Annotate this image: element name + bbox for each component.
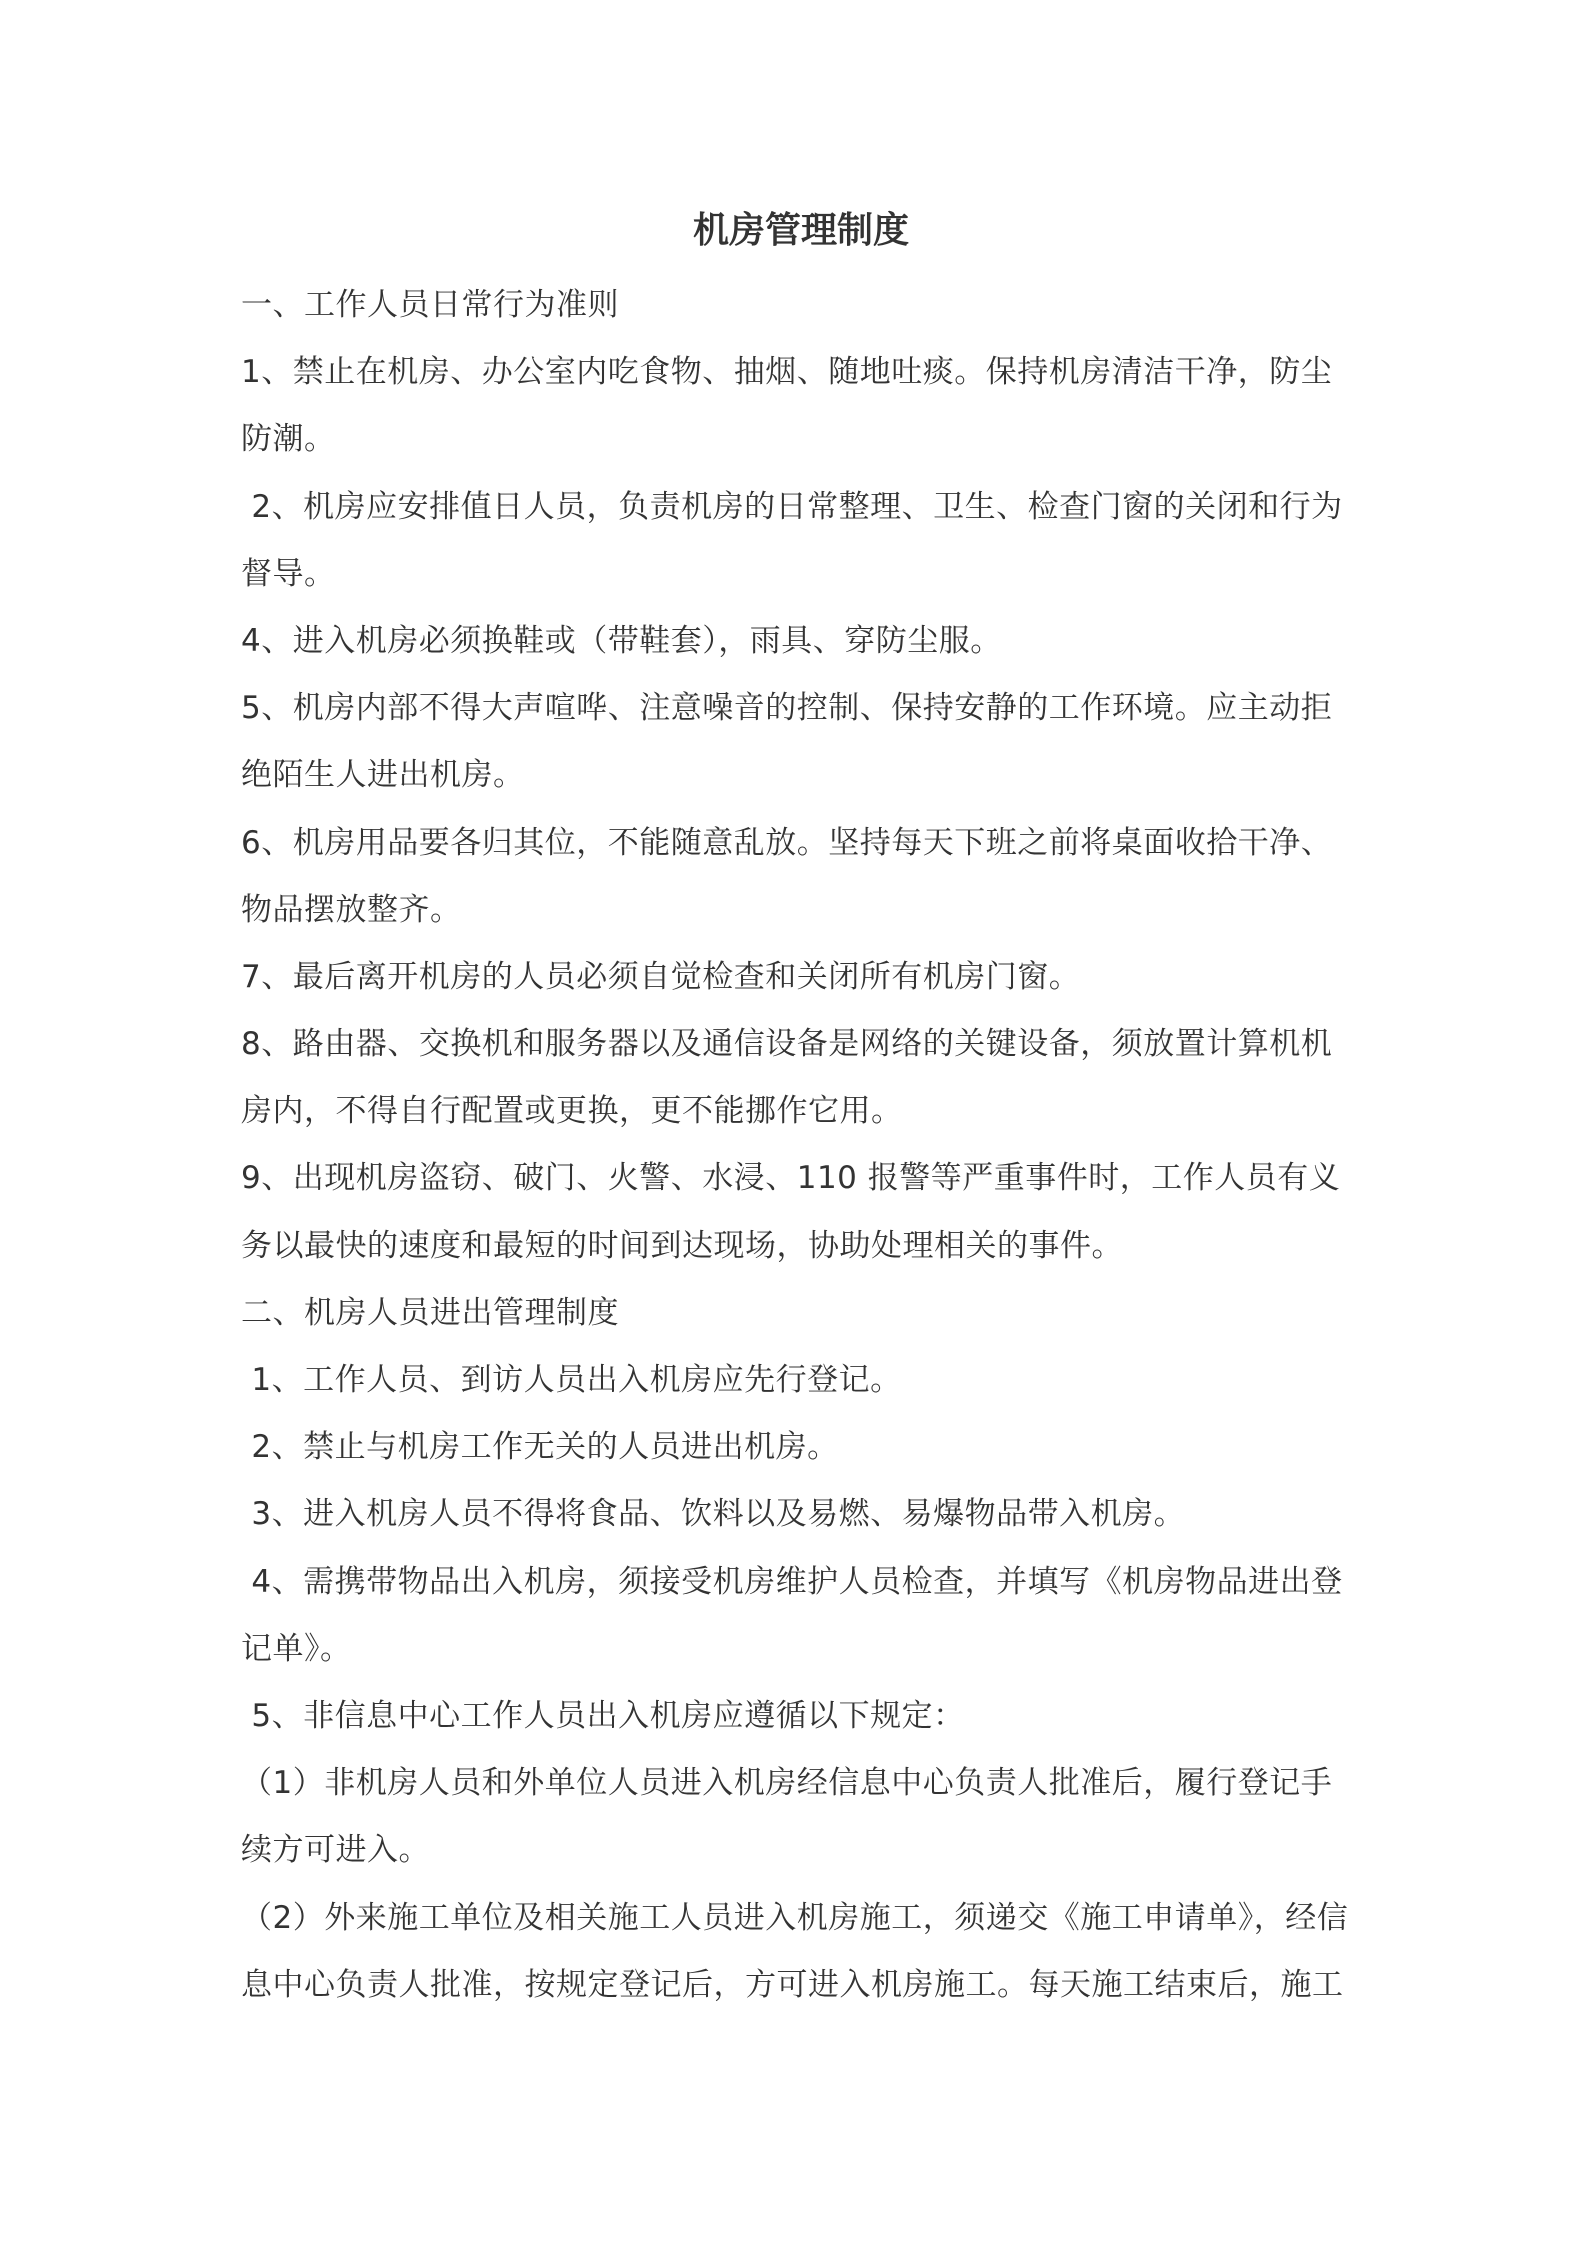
text-line: 3、进入机房人员不得将食品、饮料以及易燃、易爆物品带入机房。 — [241, 1496, 1186, 1533]
text-line: 一、工作人员日常行为准则 — [241, 287, 619, 323]
text-line: 1、工作人员、到访人员出入机房应先行登记。 — [241, 1362, 902, 1398]
text-line: 8、路由器、交换机和服务器以及通信设备是网络的关键设备，须放置计算机机 — [241, 1026, 1333, 1063]
text-line: 记单》。 — [241, 1630, 352, 1667]
document-title: 机房管理制度 — [692, 210, 909, 251]
text-line: 9、出现机房盗窃、破门、火警、水浸、110 报警等严重事件时，工作人员有义 — [241, 1160, 1341, 1197]
text-line: 6、机房用品要各归其位，不能随意乱放。坚持每天下班之前将桌面收拾干净、 — [241, 824, 1333, 861]
text-line: 息中心负责人批准，按规定登记后，方可进入机房施工。每天施工结束后，施工 — [241, 1966, 1344, 2003]
document-body — [241, 272, 1371, 2019]
text-line: 务以最快的速度和最短的时间到达现场，协助处理相关的事件。 — [241, 1227, 1123, 1264]
text-line: 2、机房应安排值日人员，负责机房的日常整理、卫生、检查门窗的关闭和行为 — [241, 488, 1343, 525]
text-line: 1、禁止在机房、办公室内吃食物、抽烟、随地吐痰。保持机房清洁干净，防尘 — [241, 354, 1333, 391]
text-line: 4、进入机房必须换鞋或（带鞋套），雨具、穿防尘服。 — [241, 622, 1002, 659]
text-line: 2、禁止与机房工作无关的人员进出机房。 — [241, 1429, 839, 1466]
text-line: 防潮。 — [241, 421, 336, 458]
text-line: （2）外来施工单位及相关施工人员进入机房施工，须递交《施工申请单》，经信 — [241, 1899, 1349, 1936]
text-line: 二、机房人员进出管理制度 — [241, 1294, 619, 1331]
text-line: 督导。 — [241, 555, 336, 592]
text-line: 7、最后离开机房的人员必须自觉检查和关闭所有机房门窗。 — [241, 958, 1081, 995]
text-line: 物品摆放整齐。 — [241, 891, 462, 928]
text-line: 绝陌生人进出机房。 — [241, 757, 525, 794]
text-line: 房内，不得自行配置或更换，更不能挪作它用。 — [241, 1093, 903, 1130]
text-line: （1）非机房人员和外单位人员进入机房经信息中心负责人批准后，履行登记手 — [241, 1765, 1333, 1802]
text-line: 5、机房内部不得大声喧哗、注意噪音的控制、保持安静的工作环境。应主动拒 — [241, 690, 1333, 727]
text-line: 5、非信息中心工作人员出入机房应遵循以下规定： — [241, 1697, 965, 1734]
text-line: 续方可进入。 — [241, 1832, 430, 1869]
text-line: 4、需携带物品出入机房，须接受机房维护人员检查，并填写《机房物品进出登 — [241, 1563, 1343, 1600]
